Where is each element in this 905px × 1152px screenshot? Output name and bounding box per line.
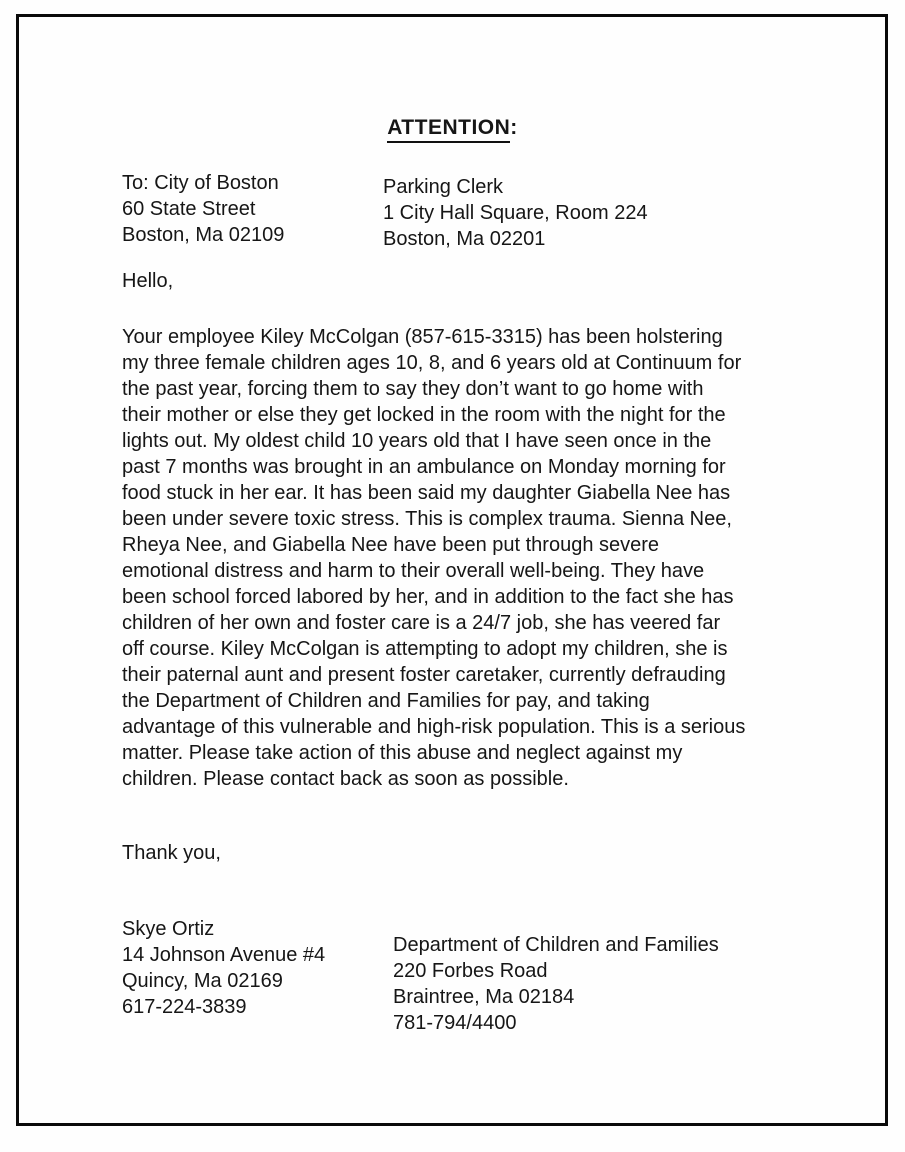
body-line: emotional distress and harm to their overall well-being. They have <box>122 560 705 582</box>
body-line: Your employee Kiley McColgan (857-615-3315) has been holstering <box>122 326 723 348</box>
address-line: 60 State Street <box>122 198 256 220</box>
sender-line: 617-224-3839 <box>122 996 247 1018</box>
heading-colon: : <box>510 116 518 139</box>
address-line: Parking Clerk <box>383 176 504 198</box>
recipient-address-city <box>122 170 284 248</box>
body-line: children. Please contact back as soon as possible. <box>122 768 569 790</box>
letter-heading <box>0 116 905 140</box>
sender-signature-block <box>122 916 325 1020</box>
agency-address-block <box>393 932 719 1036</box>
body-line: their mother or else they get locked in the room with the night for the <box>122 404 726 426</box>
body-line: children of her own and foster care is a 24/7 job, she has veered far <box>122 612 721 634</box>
body-line: their paternal aunt and present foster caretaker, currently defrauding <box>122 664 726 686</box>
address-line: 1 City Hall Square, Room 224 <box>383 202 648 224</box>
agency-line: 781-794/4400 <box>393 1012 517 1034</box>
body-line: been under severe toxic stress. This is complex trauma. Sienna Nee, <box>122 508 732 530</box>
body-line: advantage of this vulnerable and high-risk population. This is a serious <box>122 716 746 738</box>
body-line: lights out. My oldest child 10 years old that I have seen once in the <box>122 430 712 452</box>
recipient-address-parking-clerk <box>383 174 648 252</box>
sender-line: 14 Johnson Avenue #4 <box>122 944 326 966</box>
body-line: off course. Kiley McColgan is attempting to adopt my children, she is <box>122 638 728 660</box>
address-line: Boston, Ma 02201 <box>383 228 546 250</box>
sender-line: Quincy, Ma 02169 <box>122 970 283 992</box>
agency-line: 220 Forbes Road <box>393 960 548 982</box>
body-line: Rheya Nee, and Giabella Nee have been put through severe <box>122 534 660 556</box>
body-line: the Department of Children and Families for pay, and taking <box>122 690 650 712</box>
address-line: To: City of Boston <box>122 172 279 194</box>
letter-body <box>122 324 745 792</box>
agency-line: Department of Children and Families <box>393 934 719 956</box>
address-line: Boston, Ma 02109 <box>122 224 285 246</box>
body-line: food stuck in her ear. It has been said my daughter Giabella Nee has <box>122 482 731 504</box>
heading-text: ATTENTION <box>387 116 510 143</box>
salutation: Hello, <box>122 270 174 292</box>
body-line: the past year, forcing them to say they don’t want to go home with <box>122 378 704 400</box>
agency-line: Braintree, Ma 02184 <box>393 986 575 1008</box>
closing: Thank you, <box>122 842 221 864</box>
body-line: past 7 months was brought in an ambulance on Monday morning for <box>122 456 726 478</box>
body-line: my three female children ages 10, 8, and 6 years old at Continuum for <box>122 352 742 374</box>
body-line: been school forced labored by her, and in addition to the fact she has <box>122 586 734 608</box>
body-line: matter. Please take action of this abuse and neglect against my <box>122 742 683 764</box>
sender-line: Skye Ortiz <box>122 918 215 940</box>
